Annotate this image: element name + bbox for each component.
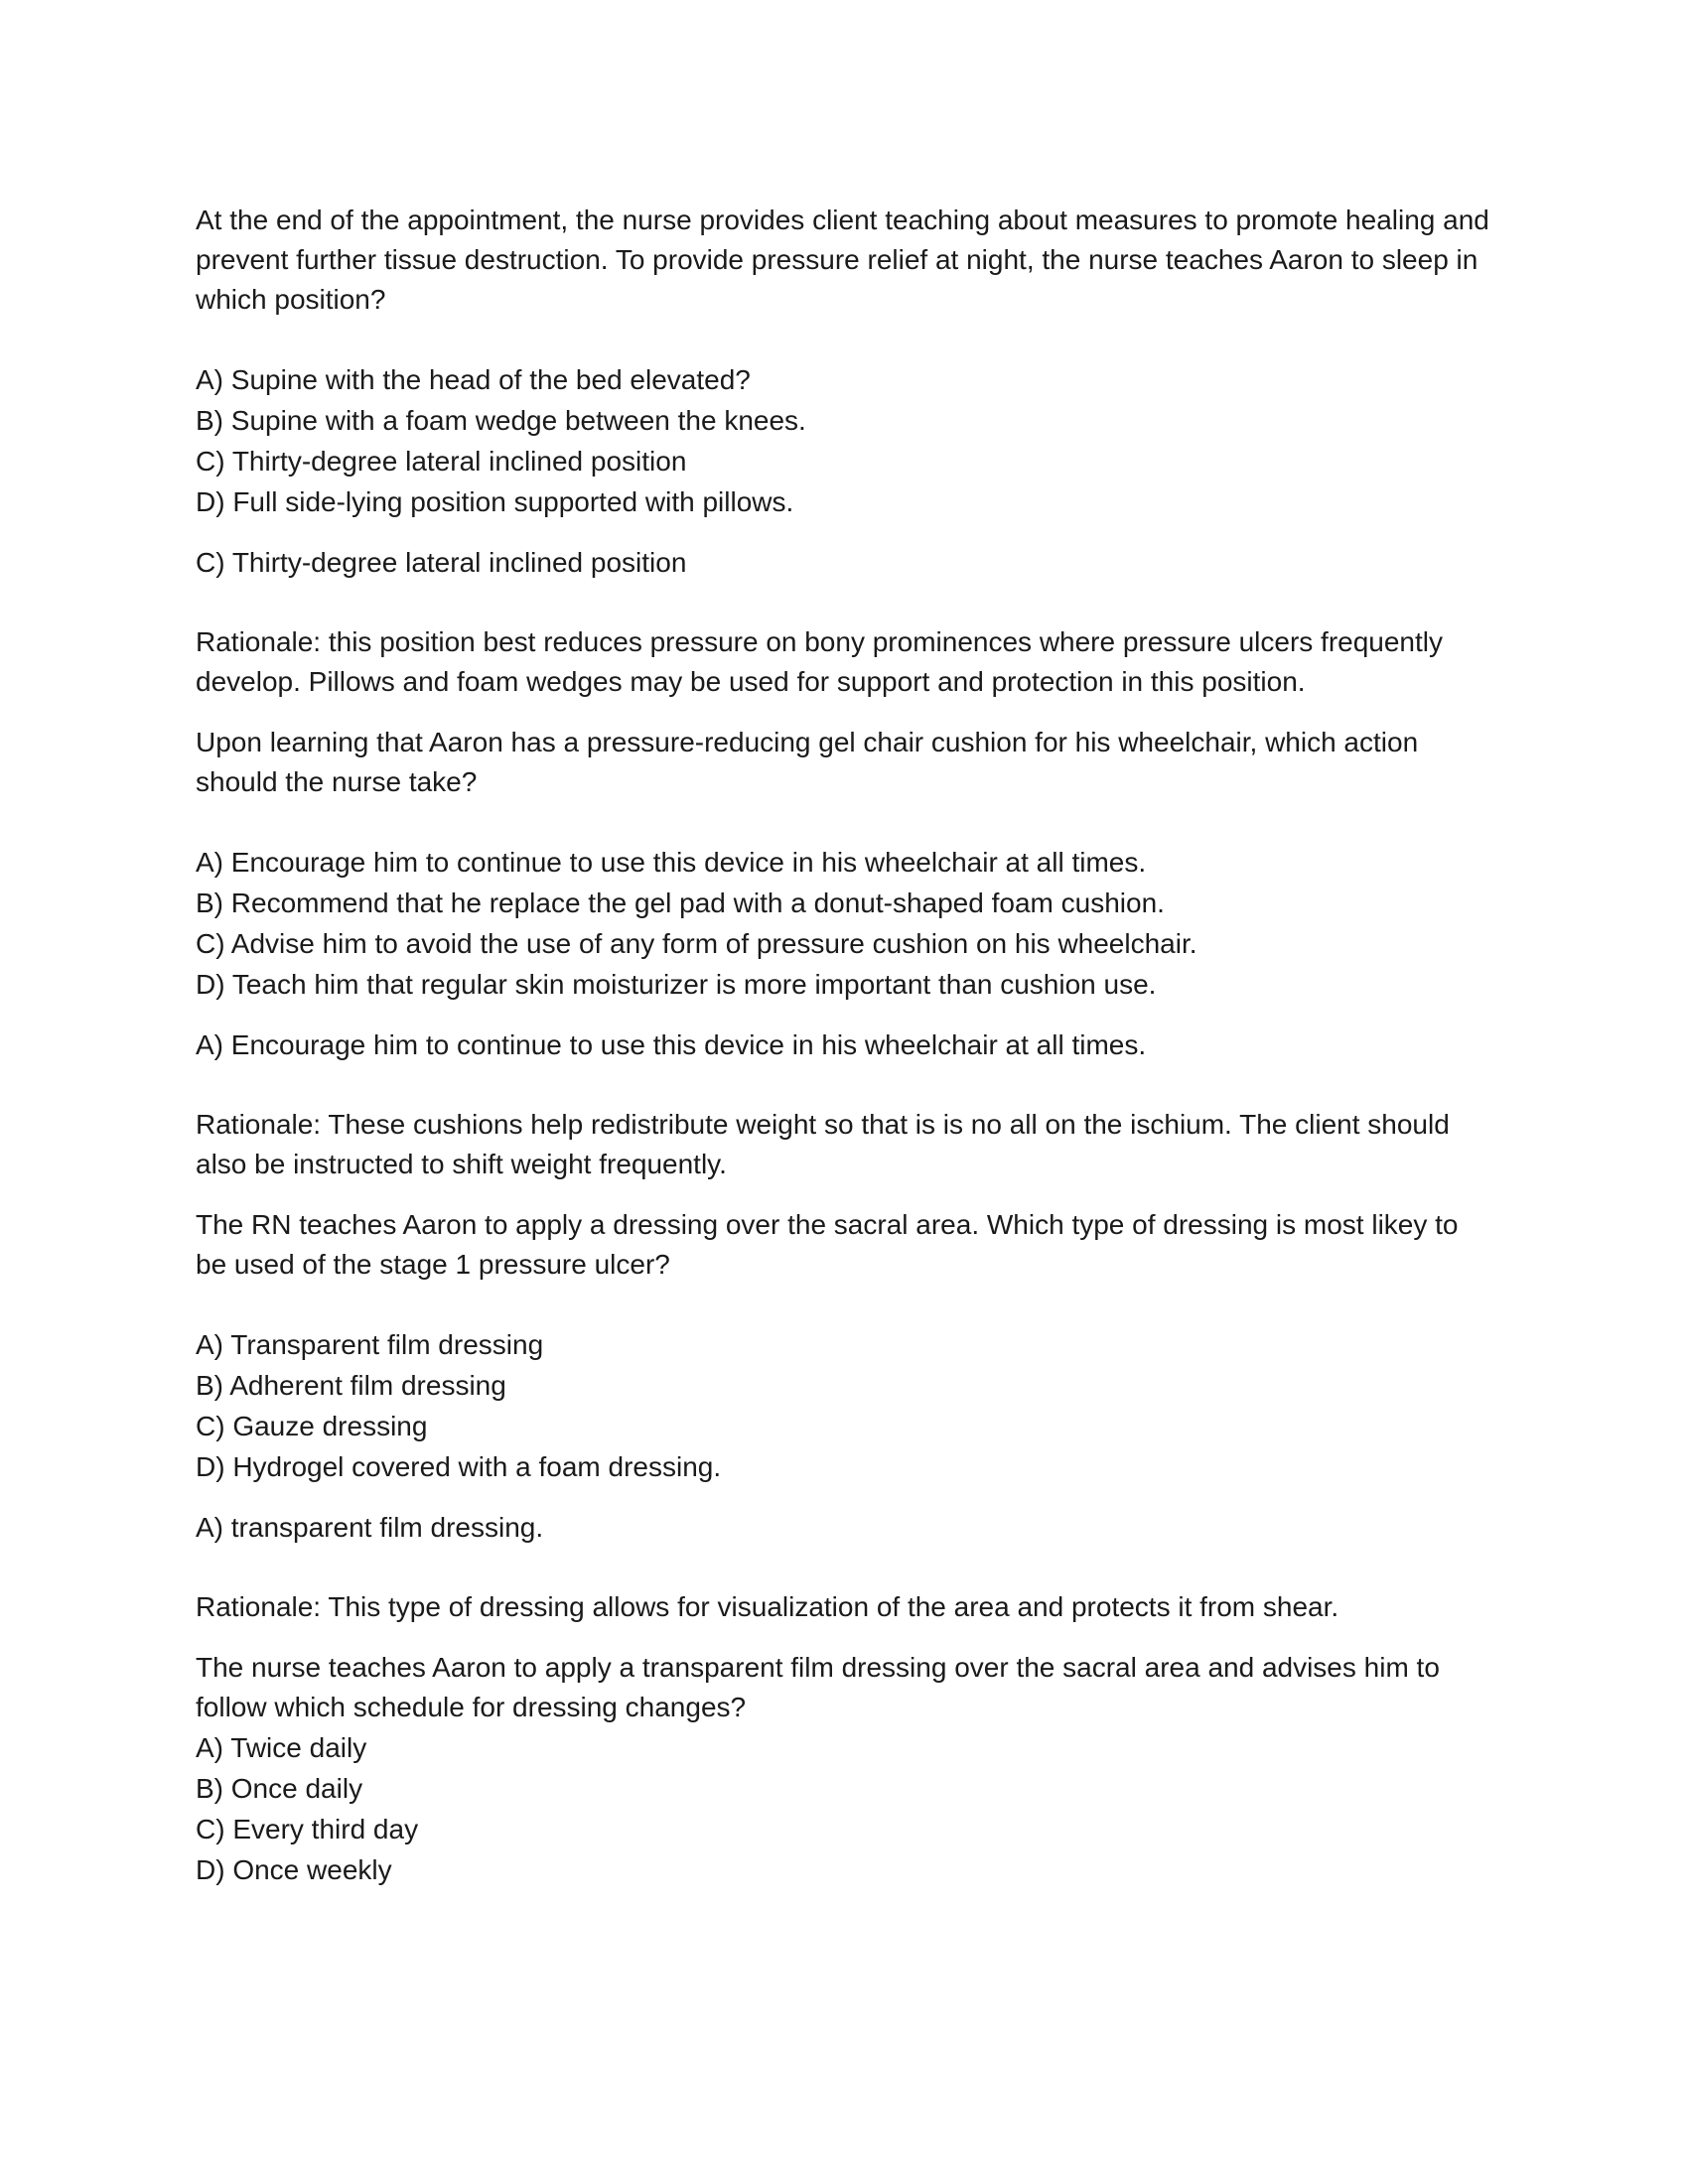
option-a: A) Transparent film dressing	[196, 1329, 544, 1360]
question-block-1	[196, 201, 1496, 702]
option-c: C) Thirty-degree lateral inclined position	[196, 446, 687, 477]
document-body	[196, 201, 1496, 1890]
option-a: A) Twice daily	[196, 1732, 367, 1763]
options-list	[196, 1727, 1496, 1890]
option-c: C) Advise him to avoid the use of any form of pressure cushion on his wheelchair.	[196, 928, 1197, 959]
question-text: At the end of the appointment, the nurse provides client teaching about measures to promote healing and prevent further tissue destruction. To provide pressure relief at night, the nurse teaches Aaron to sleep in which position?	[196, 205, 1489, 315]
question-block-3	[196, 1205, 1496, 1627]
option-a: A) Encourage him to continue to use this device in his wheelchair at all times.	[196, 847, 1147, 878]
option-b: B) Once daily	[196, 1773, 363, 1804]
option-a: A) Supine with the head of the bed elevated?	[196, 364, 751, 395]
option-d: D) Hydrogel covered with a foam dressing.	[196, 1451, 722, 1482]
option-d: D) Teach him that regular skin moisturizer is more important than cushion use.	[196, 969, 1157, 1000]
question-block-4	[196, 1648, 1496, 1890]
answer-text: C) Thirty-degree lateral inclined position	[196, 547, 687, 578]
question-text: Upon learning that Aaron has a pressure-reducing gel chair cushion for his wheelchair, which action should the nurse take?	[196, 727, 1419, 797]
option-c: C) Gauze dressing	[196, 1411, 428, 1441]
answer-text: A) Encourage him to continue to use this device in his wheelchair at all times.	[196, 1029, 1147, 1060]
rationale-text: Rationale: This type of dressing allows for visualization of the area and protects it from shear.	[196, 1591, 1339, 1622]
option-d: D) Full side-lying position supported with pillows.	[196, 486, 794, 517]
option-c: C) Every third day	[196, 1814, 419, 1844]
options-list	[196, 1324, 1496, 1487]
rationale-text: Rationale: These cushions help redistribute weight so that is is no all on the ischium. The client should also be instructed to shift weight frequently.	[196, 1109, 1450, 1179]
answer-text: A) transparent film dressing.	[196, 1512, 544, 1543]
option-d: D) Once weekly	[196, 1854, 392, 1885]
question-text: The nurse teaches Aaron to apply a transparent film dressing over the sacral area and advises him to follow which schedule for dressing changes?	[196, 1652, 1440, 1722]
question-text: The RN teaches Aaron to apply a dressing over the sacral area. Which type of dressing is most likey to be used of the stage 1 pressure ulcer?	[196, 1209, 1459, 1280]
option-b: B) Adherent film dressing	[196, 1370, 506, 1401]
option-b: B) Recommend that he replace the gel pad with a donut-shaped foam cushion.	[196, 887, 1165, 918]
rationale-text: Rationale: this position best reduces pressure on bony prominences where pressure ulcers frequently develop. Pillows and foam wedges may be used for support and protection in this position.	[196, 626, 1444, 697]
options-list	[196, 842, 1496, 1005]
options-list	[196, 359, 1496, 522]
question-block-2	[196, 723, 1496, 1184]
option-b: B) Supine with a foam wedge between the knees.	[196, 405, 806, 436]
